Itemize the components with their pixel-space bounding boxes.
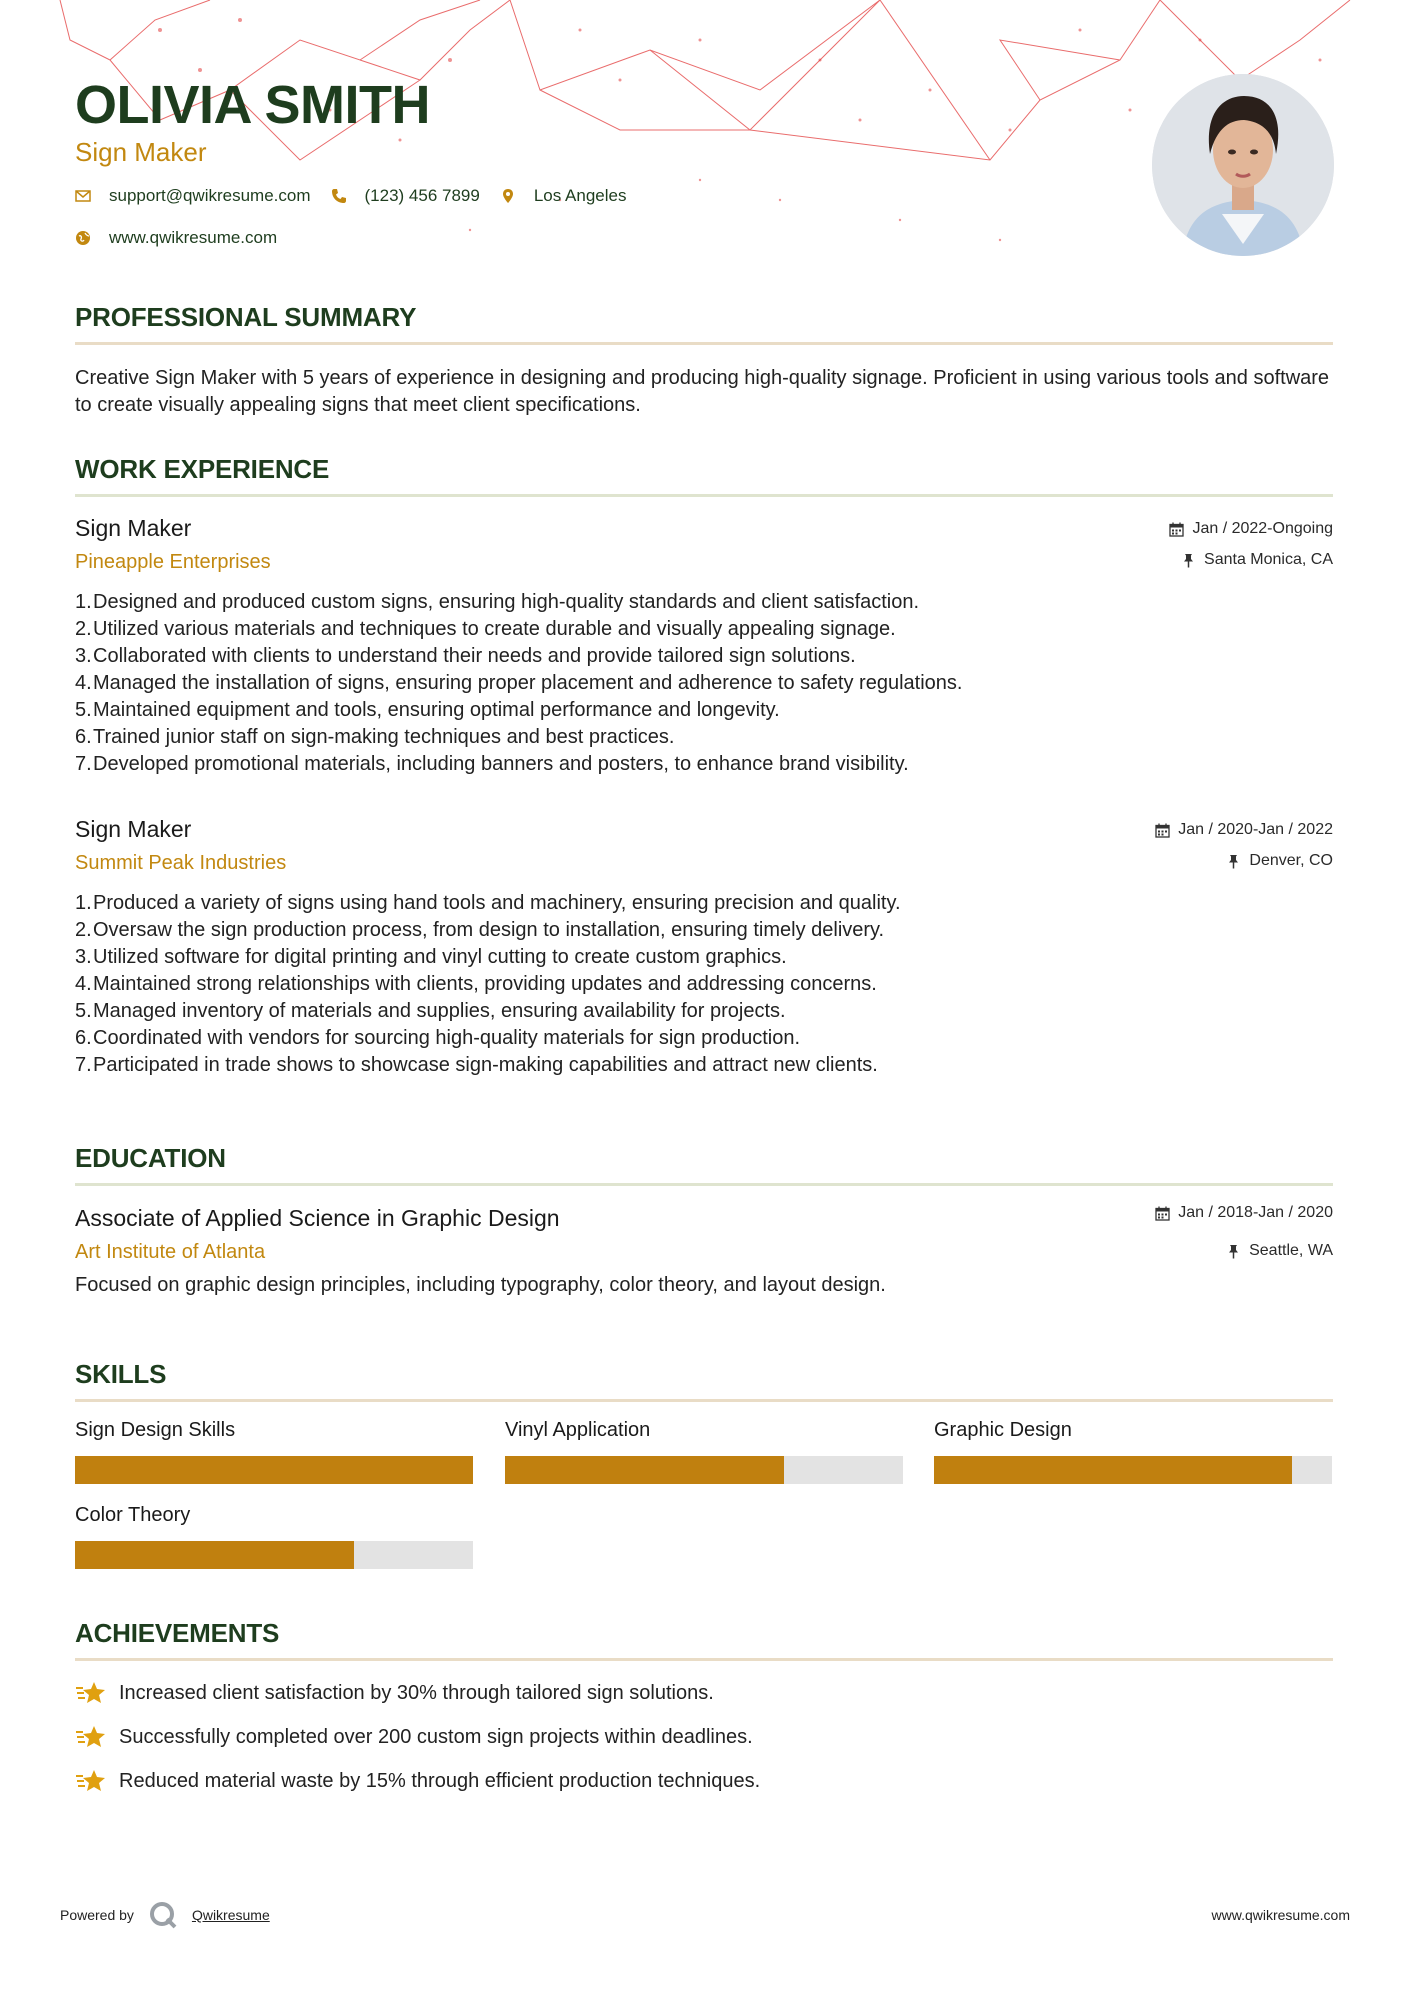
location-text: Los Angeles bbox=[533, 186, 627, 205]
list-item: 1. Produced a variety of signs using hand tools and machinery, ensuring precision and quality. bbox=[75, 892, 901, 914]
job-dates bbox=[1155, 819, 1333, 841]
list-item: 4. Managed the installation of signs, ensuring proper placement and adherence to safety regulations. bbox=[75, 672, 963, 694]
skill-name: Vinyl Application bbox=[505, 1419, 651, 1441]
job-company: Pineapple Enterprises bbox=[75, 551, 271, 573]
list-item: 3. Utilized software for digital printing and vinyl cutting to create custom graphics. bbox=[75, 946, 787, 968]
job-company: Summit Peak Industries bbox=[75, 852, 287, 874]
website-text: www.qwikresume.com bbox=[109, 228, 278, 247]
skill-bar bbox=[75, 1456, 473, 1484]
summary-text: Creative Sign Maker with 5 years of experience in designing and producing high-quality signage. Proficient in using various tools and software to create visually appealing signs that meet client specifications. bbox=[75, 367, 1330, 416]
education-dates-text: Jan / 2018-Jan / 2020 bbox=[1178, 1204, 1333, 1221]
education-dates bbox=[1155, 1202, 1333, 1224]
list-item: 5. Maintained equipment and tools, ensuring optimal performance and longevity. bbox=[75, 699, 780, 721]
star-icon bbox=[75, 1767, 107, 1795]
job-location-text: Denver, CO bbox=[1249, 852, 1333, 869]
email-text: support@qwikresume.com bbox=[109, 186, 311, 205]
section-divider bbox=[75, 1658, 1333, 1661]
job-location bbox=[1169, 549, 1333, 571]
list-item: 2. Utilized various materials and techniques to create durable and visually appealing signage. bbox=[75, 618, 896, 640]
skill-bar bbox=[75, 1541, 473, 1569]
phone-icon bbox=[331, 188, 347, 204]
job-meta bbox=[1169, 518, 1333, 571]
contact-website[interactable] bbox=[75, 228, 277, 248]
skill-item bbox=[75, 1416, 473, 1484]
skill-bar bbox=[934, 1456, 1332, 1484]
skill-bar-fill bbox=[934, 1456, 1292, 1484]
skill-bar-fill bbox=[75, 1541, 354, 1569]
star-icon bbox=[75, 1723, 107, 1751]
achievement-text: Increased client satisfaction by 30% through tailored sign solutions. bbox=[119, 1681, 714, 1704]
skills-heading: SKILLS bbox=[75, 1359, 167, 1389]
brand-link[interactable]: Qwikresume bbox=[191, 1907, 270, 1923]
contact-phone[interactable] bbox=[331, 186, 480, 206]
skill-bar-fill bbox=[505, 1456, 784, 1484]
list-item: 7. Participated in trade shows to showcase sign-making capabilities and attract new clients. bbox=[75, 1054, 878, 1076]
list-item: 6. Trained junior staff on sign-making techniques and best practices. bbox=[75, 726, 675, 748]
job-location bbox=[1155, 850, 1333, 872]
resume-header bbox=[75, 72, 1075, 170]
skill-name: Graphic Design bbox=[934, 1419, 1072, 1441]
job-bullets bbox=[75, 890, 1333, 1079]
list-item: 4. Maintained strong relationships with clients, providing updates and addressing concerns. bbox=[75, 973, 877, 995]
skill-name: Sign Design Skills bbox=[75, 1419, 236, 1441]
envelope-icon bbox=[75, 188, 91, 204]
job-location-text: Santa Monica, CA bbox=[1204, 551, 1333, 568]
school-name: Art Institute of Atlanta bbox=[75, 1241, 266, 1263]
skill-bar bbox=[505, 1456, 903, 1484]
globe-icon bbox=[75, 230, 91, 246]
pushpin-icon bbox=[1226, 854, 1241, 869]
page-footer bbox=[60, 1900, 1350, 1930]
education-meta bbox=[1155, 1202, 1333, 1262]
education-location bbox=[1155, 1240, 1333, 1262]
list-item: 7. Developed promotional materials, including banners and posters, to enhance brand visibility. bbox=[75, 753, 909, 775]
section-divider bbox=[75, 1399, 1333, 1402]
section-divider bbox=[75, 494, 1333, 497]
profile-photo bbox=[1152, 74, 1334, 256]
job-dates bbox=[1169, 518, 1333, 540]
job-dates-text: Jan / 2020-Jan / 2022 bbox=[1178, 821, 1333, 838]
achievements-heading: ACHIEVEMENTS bbox=[75, 1618, 280, 1648]
candidate-title: Sign Maker bbox=[75, 137, 207, 167]
summary-section bbox=[75, 300, 1333, 419]
education-section bbox=[75, 1141, 1333, 1186]
education-description: Focused on graphic design principles, including typography, color theory, and layout design. bbox=[75, 1274, 886, 1296]
skill-bar-fill bbox=[75, 1456, 473, 1484]
skill-item bbox=[75, 1501, 473, 1569]
footer-website-link[interactable]: www.qwikresume.com bbox=[1211, 1907, 1350, 1923]
job-entry bbox=[75, 512, 1333, 778]
calendar-icon bbox=[1169, 522, 1184, 537]
section-divider bbox=[75, 1183, 1333, 1186]
list-item: 5. Managed inventory of materials and supplies, ensuring availability for projects. bbox=[75, 1000, 786, 1022]
summary-heading: PROFESSIONAL SUMMARY bbox=[75, 302, 417, 332]
job-meta bbox=[1155, 819, 1333, 872]
list-item: 3. Collaborated with clients to understand their needs and provide tailored sign solutions. bbox=[75, 645, 856, 667]
pushpin-icon bbox=[1181, 553, 1196, 568]
phone-text: (123) 456 7899 bbox=[364, 186, 480, 205]
list-item: 1. Designed and produced custom signs, ensuring high-quality standards and client satisfaction. bbox=[75, 591, 920, 613]
skill-item bbox=[934, 1416, 1332, 1484]
job-entry bbox=[75, 813, 1333, 1079]
degree-title: Associate of Applied Science in Graphic Design bbox=[75, 1205, 560, 1231]
contact-location bbox=[500, 186, 627, 206]
achievement-item bbox=[75, 1759, 1333, 1803]
skills-section bbox=[75, 1357, 1333, 1402]
skill-item bbox=[505, 1416, 903, 1484]
calendar-icon bbox=[1155, 823, 1170, 838]
job-bullets bbox=[75, 589, 1333, 778]
contact-row-secondary bbox=[75, 228, 297, 248]
candidate-name: OLIVIA SMITH bbox=[75, 75, 430, 135]
skill-name: Color Theory bbox=[75, 1504, 191, 1526]
achievements-list bbox=[75, 1671, 1333, 1803]
section-divider bbox=[75, 342, 1333, 345]
experience-section bbox=[75, 452, 1333, 497]
education-location-text: Seattle, WA bbox=[1249, 1242, 1333, 1259]
achievement-text: Successfully completed over 200 custom sign projects within deadlines. bbox=[119, 1725, 753, 1748]
pushpin-icon bbox=[1226, 1244, 1241, 1259]
star-icon bbox=[75, 1679, 107, 1707]
contact-email[interactable] bbox=[75, 186, 311, 206]
experience-heading: WORK EXPERIENCE bbox=[75, 454, 330, 484]
powered-by-text: Powered by bbox=[60, 1907, 134, 1923]
education-heading: EDUCATION bbox=[75, 1143, 226, 1173]
qwikresume-logo-icon bbox=[148, 1900, 178, 1930]
map-pin-icon bbox=[500, 188, 516, 204]
contact-row-primary bbox=[75, 186, 646, 206]
list-item: 6. Coordinated with vendors for sourcing high-quality materials for sign production. bbox=[75, 1027, 801, 1049]
achievements-section bbox=[75, 1616, 1333, 1661]
job-role: Sign Maker bbox=[75, 515, 192, 541]
calendar-icon bbox=[1155, 1206, 1170, 1221]
job-role: Sign Maker bbox=[75, 816, 192, 842]
job-dates-text: Jan / 2022-Ongoing bbox=[1192, 520, 1333, 537]
achievement-text: Reduced material waste by 15% through efficient production techniques. bbox=[119, 1769, 761, 1792]
achievement-item bbox=[75, 1671, 1333, 1715]
list-item: 2. Oversaw the sign production process, from design to installation, ensuring timely delivery. bbox=[75, 919, 885, 941]
education-entry bbox=[75, 1202, 1333, 1299]
achievement-item bbox=[75, 1715, 1333, 1759]
